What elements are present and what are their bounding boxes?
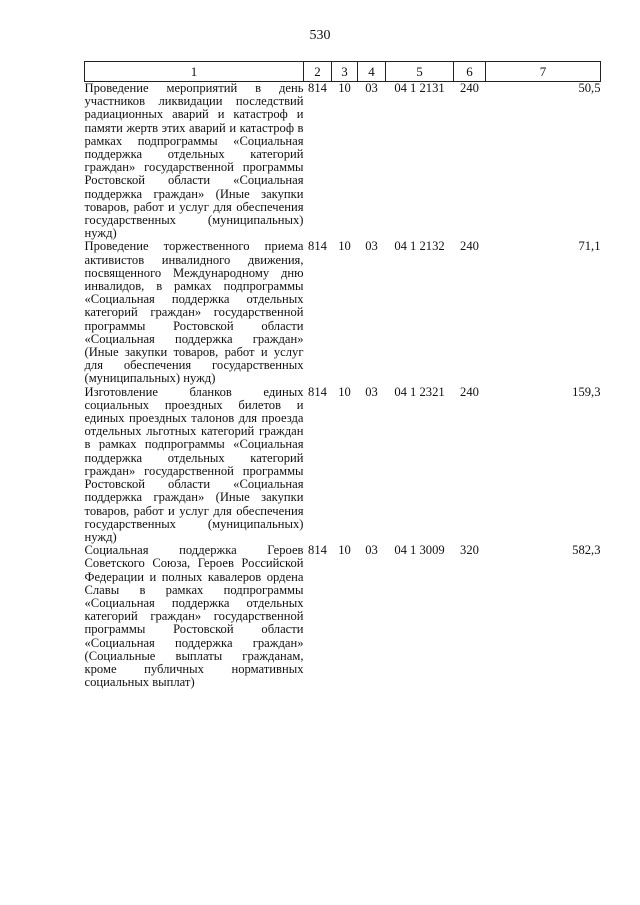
column-header: 3 — [332, 62, 358, 82]
column-header: 7 — [486, 62, 601, 82]
row-ministry-code: 814 — [308, 543, 327, 558]
row-ministry-code: 814 — [308, 384, 327, 399]
column-header: 4 — [358, 62, 386, 82]
row-ministry-code: 814 — [308, 81, 327, 95]
row-expense-type: 240 — [460, 81, 479, 95]
row-expense-type: 320 — [460, 543, 479, 558]
row-subsection-code: 03 — [365, 543, 378, 558]
row-section-code: 10 — [338, 239, 351, 254]
row-amount: 71,1 — [578, 239, 601, 254]
column-header: 2 — [304, 62, 332, 82]
column-header: 1 — [85, 62, 304, 82]
row-ministry-code: 814 — [308, 239, 327, 254]
row-amount: 582,3 — [572, 543, 601, 558]
row-subsection-code: 03 — [365, 81, 378, 95]
table-row — [85, 544, 601, 689]
table-header-row — [85, 62, 601, 82]
row-section-code: 10 — [338, 384, 351, 399]
column-header: 5 — [386, 62, 454, 82]
table-row — [85, 82, 601, 241]
row-subsection-code: 03 — [365, 239, 378, 254]
table-row — [85, 386, 601, 544]
row-target-article: 04 1 2131 — [394, 81, 445, 95]
row-expense-type: 240 — [460, 239, 479, 254]
row-target-article: 04 1 2132 — [394, 239, 445, 254]
row-expense-type: 240 — [460, 384, 479, 399]
row-section-code: 10 — [338, 543, 351, 558]
row-description: Социальная поддержка Героев Советского Союза, Героев Российской Федерации и полных кавалеров ордена Славы в рамках подпрограммы «Социальная поддержка отдельных категорий граждан» государственной программы Ростовской области «Социальная поддержка граждан» (Социальные выплаты гражданам, кроме публичных нормативных социальных выплат) — [84, 543, 304, 690]
budget-table — [84, 61, 601, 689]
row-amount: 50,5 — [578, 81, 601, 95]
row-target-article: 04 1 2321 — [394, 384, 445, 399]
row-section-code: 10 — [338, 81, 351, 95]
row-description: Изготовление бланков единых социальных проездных билетов и единых проездных талонов для проезда отдельных льготных категорий граждан в рамках подпрограммы «Социальная поддержка отдельных категорий граждан» государственной программы Ростовской области «Социальная поддержка граждан» (Иные закупки товаров, работ и услуг для обеспечения государственных (муниципальных) нужд) — [84, 384, 304, 544]
column-header: 6 — [454, 62, 486, 82]
row-target-article: 04 1 3009 — [394, 543, 445, 558]
row-amount: 159,3 — [572, 384, 601, 399]
table-row — [85, 240, 601, 385]
row-description: Проведение мероприятий в день участников ликвидации последствий радиационных аварий и катастроф и памяти жертв этих аварий и катастроф в рамках подпрограммы «Социальная поддержка отдельных категорий граждан» государственной программы Ростовской области «Социальная поддержка граждан» (Иные закупки товаров, работ и услуг для обеспечения государственных (муниципальных) нужд) — [84, 81, 304, 241]
page-number: 530 — [309, 28, 331, 43]
row-description: Проведение торжественного приема активистов инвалидного движения, посвященного Международному дню инвалидов, в рамках подпрограммы «Социальная поддержка отдельных категорий граждан» государственной программы Ростовской области «Социальная поддержка граждан» (Иные закупки товаров, работ и услуг для обеспечения государственных (муниципальных) нужд) — [84, 239, 304, 386]
row-subsection-code: 03 — [365, 384, 378, 399]
